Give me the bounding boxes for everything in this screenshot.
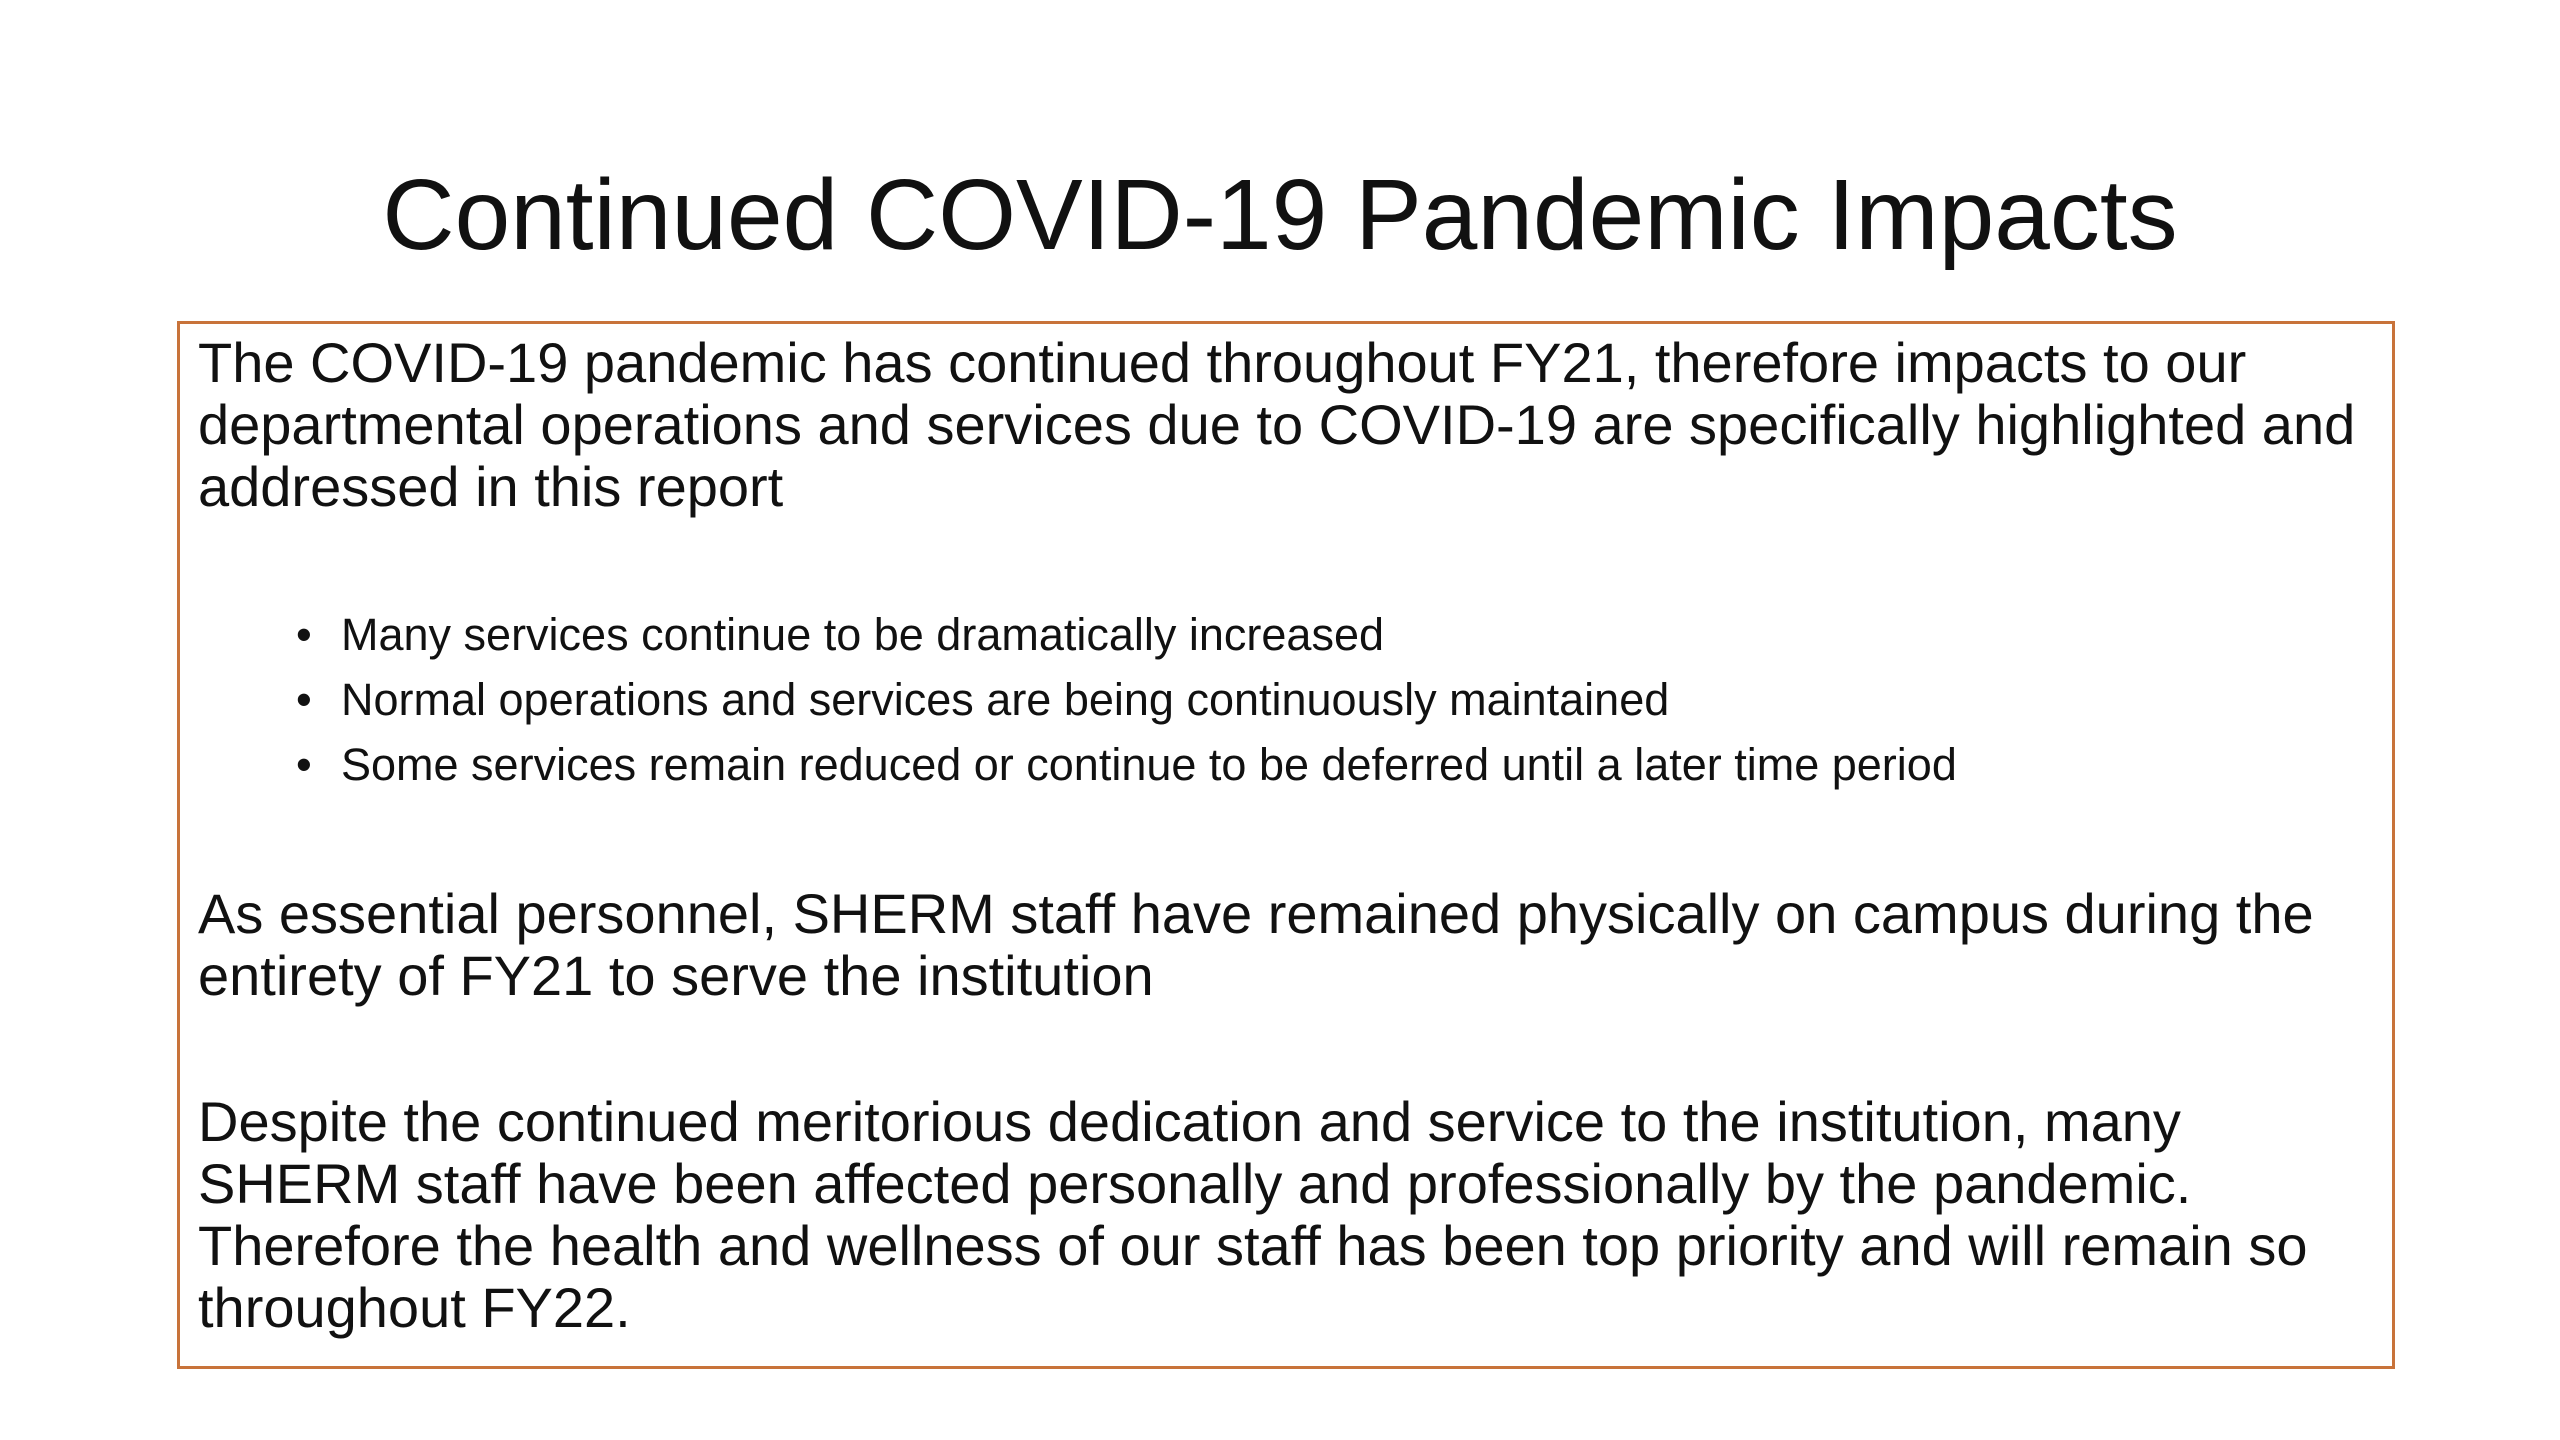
- personnel-paragraph: As essential personnel, SHERM staff have remained physically on campus during the entirety of FY21 to serve the institution: [198, 882, 2314, 1007]
- content-box: [177, 321, 2395, 1369]
- slide-title: Continued COVID-19 Pandemic Impacts: [382, 159, 2178, 271]
- bullet-icon: •: [296, 739, 312, 790]
- list-item: [296, 667, 2370, 732]
- bullet-text: Some services remain reduced or continue to be deferred until a later time period: [341, 739, 1957, 790]
- list-item: [296, 602, 2370, 667]
- bullet-text: Many services continue to be dramatically increased: [341, 609, 1384, 660]
- bullet-text: Normal operations and services are being continuously maintained: [341, 674, 1670, 725]
- bullet-icon: •: [296, 609, 312, 660]
- dedication-paragraph: Despite the continued meritorious dedication and service to the institution, many SHERM staff have been affected personally and professionally by the pandemic. Therefore the health and wellness of our staff has been top priority and will remain so throughout FY22.: [198, 1090, 2308, 1339]
- intro-paragraph: The COVID-19 pandemic has continued throughout FY21, therefore impacts to our departmental operations and services due to COVID-19 are specifically highlighted and addressed in this report: [198, 331, 2356, 518]
- bullet-list: [198, 602, 2370, 797]
- bullet-icon: •: [296, 674, 312, 725]
- list-item: [296, 732, 2370, 797]
